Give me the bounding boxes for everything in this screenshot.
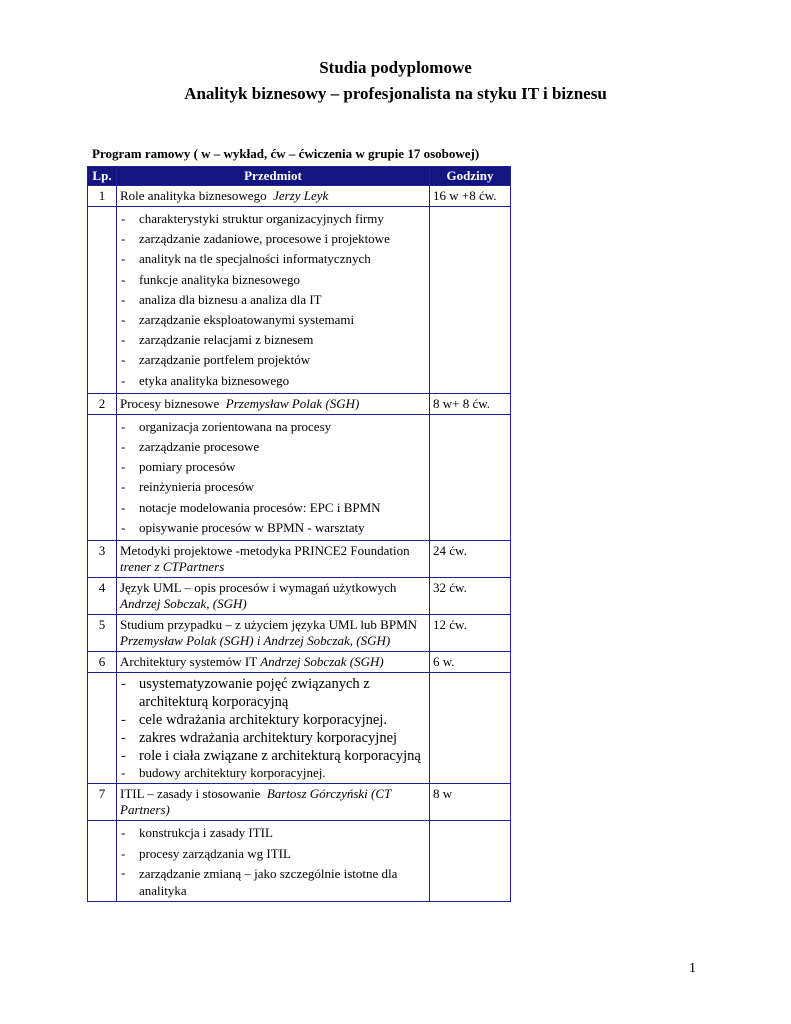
row-number: 1 — [88, 186, 117, 207]
header-subject: Przedmiot — [117, 167, 430, 186]
topics-row — [88, 207, 511, 394]
topic-item: - zarządzanie zadaniowe, procesowe i projektowe — [120, 229, 426, 249]
topic-item: - procesy zarządzania wg ITIL — [120, 844, 426, 865]
subject-title: Studium przypadku – z użyciem języka UML lub BPMN — [120, 617, 418, 633]
subject-title: Procesy biznesowe — [120, 395, 220, 411]
document-subtitle: Analityk biznesowy – profesjonalista na styku IT i biznesu — [184, 84, 607, 103]
topic-item: - funkcje analityka biznesowego — [120, 270, 426, 290]
topic-item: - zarządzanie eksploatowanymi systemami — [120, 310, 426, 330]
page-number: 1 — [689, 961, 696, 976]
table-row — [88, 652, 511, 673]
topic-item: - zarządzanie portfelem projektów — [120, 350, 426, 370]
table-caption: Program ramowy ( w – wykład, ćw – ćwiczenia w grupie 17 osobowej) — [92, 146, 480, 161]
table-row — [88, 393, 511, 414]
subject-title: Role analityka biznesowego — [120, 188, 267, 203]
table-row — [88, 541, 511, 578]
lecturer-name: Przemysław Polak (SGH) — [225, 395, 360, 411]
subject-title: Język UML – opis procesów i wymagań użytkowych — [120, 580, 397, 596]
hours-cell: 16 w +8 ćw. — [430, 186, 511, 207]
lecturer-name: Andrzej Sobczak (SGH) — [260, 654, 384, 670]
topics-cell — [117, 414, 430, 540]
topic-item: - organizacja zorientowana na procesy — [120, 417, 426, 437]
lecturer-name: Jerzy Leyk — [273, 188, 329, 203]
row-number: 3 — [88, 541, 117, 578]
topic-item: - zarządzanie zmianą – jako szczególnie istotne dla analityka — [120, 864, 426, 899]
topic-item: - zarządzanie relacjami z biznesem — [120, 330, 426, 350]
row-number: 2 — [88, 393, 117, 414]
topic-item: - cele wdrażania architektury korporacyjnej. — [120, 711, 426, 729]
subject-cell — [117, 186, 430, 207]
row-number: 5 — [88, 615, 117, 652]
lecturer-name: Bartosz Górczyński (CT Partners) — [120, 786, 392, 818]
hours-cell: 8 w — [430, 784, 511, 821]
subject-cell — [117, 652, 430, 673]
topics-row — [88, 821, 511, 902]
topics-cell — [117, 821, 430, 902]
table-row — [88, 578, 511, 615]
subject-cell — [117, 784, 430, 821]
subject-cell — [117, 578, 430, 615]
subject-title: ITIL – zasady i stosowanie — [120, 786, 261, 802]
document-title: Studia podyplomowe — [319, 58, 472, 77]
topic-item: - budowy architektury korporacyjnej. — [120, 765, 426, 781]
topic-item: - etyka analityka biznesowego — [120, 371, 426, 391]
topics-cell — [117, 207, 430, 394]
hours-cell: 6 w. — [430, 652, 511, 673]
topic-item: - zarządzanie procesowe — [120, 437, 426, 457]
topic-item: - analityk na tle specjalności informatycznych — [120, 249, 426, 269]
topic-item: - notacje modelowania procesów: EPC i BPMN — [120, 498, 426, 518]
lecturer-name: Przemysław Polak (SGH) i Andrzej Sobczak, (SGH) — [120, 633, 391, 649]
topic-item: - usystematyzowanie pojęć związanych z architekturą korporacyjną — [120, 675, 426, 711]
topic-item: - role i ciała związane z architekturą korporacyjną — [120, 747, 426, 765]
topic-item: - zakres wdrażania architektury korporacyjnej — [120, 729, 426, 747]
subject-title: Architektury systemów IT — [120, 654, 257, 670]
header-lp: Lp. — [88, 167, 117, 186]
topic-item: - charakterystyki struktur organizacyjnych firmy — [120, 209, 426, 229]
lecturer-name: Andrzej Sobczak, (SGH) — [120, 596, 247, 612]
topic-item: - pomiary procesów — [120, 457, 426, 477]
topic-item: - analiza dla biznesu a analiza dla IT — [120, 290, 426, 310]
subject-cell — [117, 541, 430, 578]
topic-item: - konstrukcja i zasady ITIL — [120, 823, 426, 844]
subject-cell — [117, 393, 430, 414]
header-hours: Godziny — [430, 167, 511, 186]
row-number: 4 — [88, 578, 117, 615]
table-header-row — [88, 167, 511, 186]
row-number: 6 — [88, 652, 117, 673]
topic-item: - opisywanie procesów w BPMN - warsztaty — [120, 518, 426, 538]
table-row — [88, 615, 511, 652]
topics-row — [88, 414, 511, 540]
hours-cell: 32 ćw. — [430, 578, 511, 615]
topics-cell — [117, 673, 430, 784]
lecturer-name: trener z CTPartners — [120, 559, 225, 575]
hours-cell: 24 ćw. — [430, 541, 511, 578]
topics-row — [88, 673, 511, 784]
table-row — [88, 186, 511, 207]
row-number: 7 — [88, 784, 117, 821]
subject-cell — [117, 615, 430, 652]
program-table — [87, 166, 511, 902]
subject-title: Metodyki projektowe -metodyka PRINCE2 Foundation — [120, 543, 410, 559]
table-row — [88, 784, 511, 821]
hours-cell: 8 w+ 8 ćw. — [430, 393, 511, 414]
hours-cell: 12 ćw. — [430, 615, 511, 652]
topic-item: - reinżynieria procesów — [120, 477, 426, 497]
